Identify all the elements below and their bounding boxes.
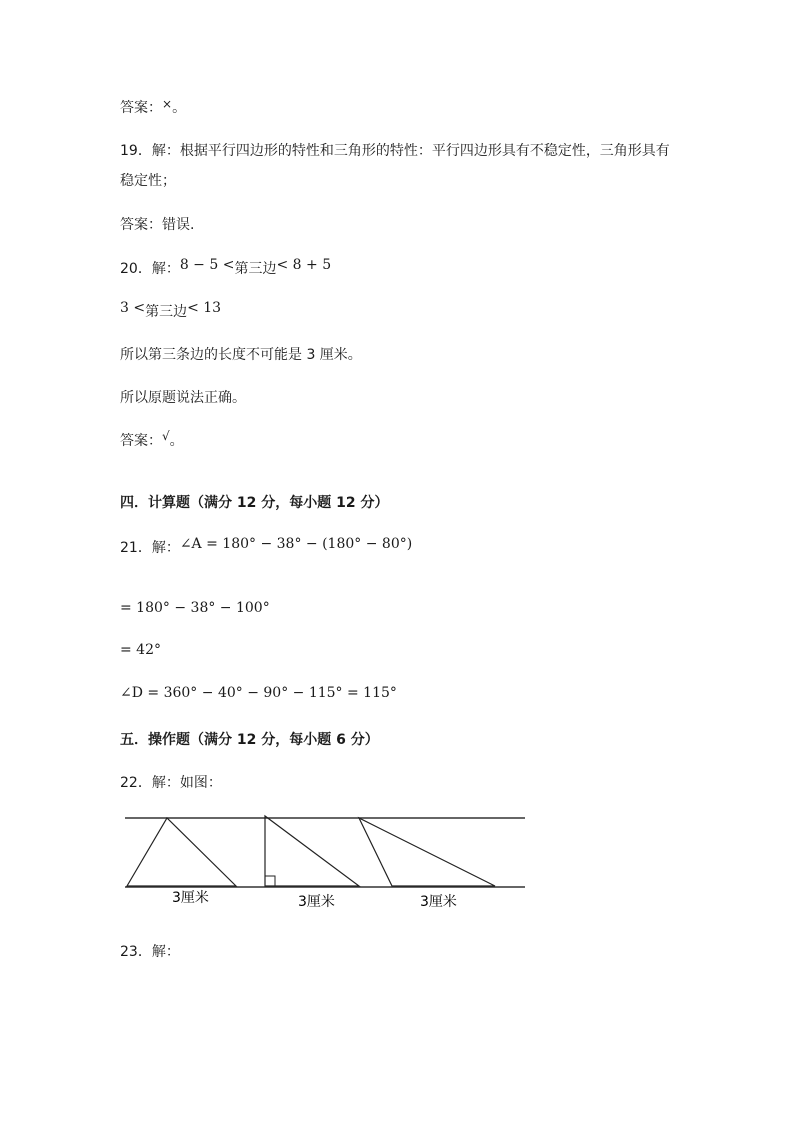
q20-math-right: < 8 + 5 [276, 257, 332, 273]
q20-ineq2-third-side: 第三边 [145, 304, 188, 320]
section-5-heading: 五．操作题（满分 12 分，每小题 6 分） [120, 732, 379, 748]
q21-label: 21．解： [120, 540, 180, 556]
q21-line-1 [120, 538, 412, 558]
triangle-3 [359, 818, 495, 886]
q20-answer [120, 431, 184, 451]
q20-third-side: 第三边 [234, 261, 277, 277]
answer-label: 答案： [120, 433, 162, 449]
triangle-2-base-label: 3厘米 [298, 894, 335, 910]
q21-math-4: ∠D = 360° − 40° − 90° − 115° = 115° [120, 685, 397, 701]
right-angle-marker [265, 876, 275, 886]
q21-math-2: = 180° − 38° − 100° [120, 600, 270, 616]
section-4-heading: 四．计算题（满分 12 分，每小题 12 分） [120, 495, 389, 511]
q22-line: 22．解：如图： [120, 775, 222, 791]
answer-line-18 [120, 98, 186, 118]
answer-period: 。 [169, 433, 184, 449]
q20-inequality-2 [120, 302, 221, 322]
answer-period: 。 [172, 100, 187, 116]
q19-answer: 答案：错误. [120, 217, 195, 233]
check-mark: √ [162, 429, 170, 443]
q20-text-2: 所以原题说法正确。 [120, 390, 246, 406]
triangle-3-base-label: 3厘米 [420, 894, 457, 910]
parallel-lines-triangles-figure [120, 808, 540, 918]
q20-inequality-1 [120, 259, 331, 279]
answer-label: 答案： [120, 100, 162, 116]
q21-math-3: = 42° [120, 642, 161, 658]
q20-text-1: 所以第三条边的长度不可能是 3 厘米。 [120, 347, 362, 363]
cross-mark: × [162, 97, 173, 111]
q21-math-1: ∠A = 180° − 38° − (180° − 80°) [179, 536, 413, 552]
q20-math-left: 8 − 5 < [179, 257, 235, 273]
q20-ineq2-left: 3 < [120, 300, 146, 316]
q20-label: 20．解： [120, 261, 180, 277]
q19-solution-line1: 19．解：根据平行四边形的特性和三角形的特性：平行四边形具有不稳定性，三角形具有 [120, 143, 670, 159]
triangle-2-right [265, 816, 359, 886]
q23-line: 23．解： [120, 944, 180, 960]
q20-ineq2-right: < 13 [187, 300, 222, 316]
triangle-1 [127, 818, 236, 886]
q19-solution-line2: 稳定性； [120, 173, 176, 189]
triangle-1-base-label: 3厘米 [172, 890, 209, 906]
